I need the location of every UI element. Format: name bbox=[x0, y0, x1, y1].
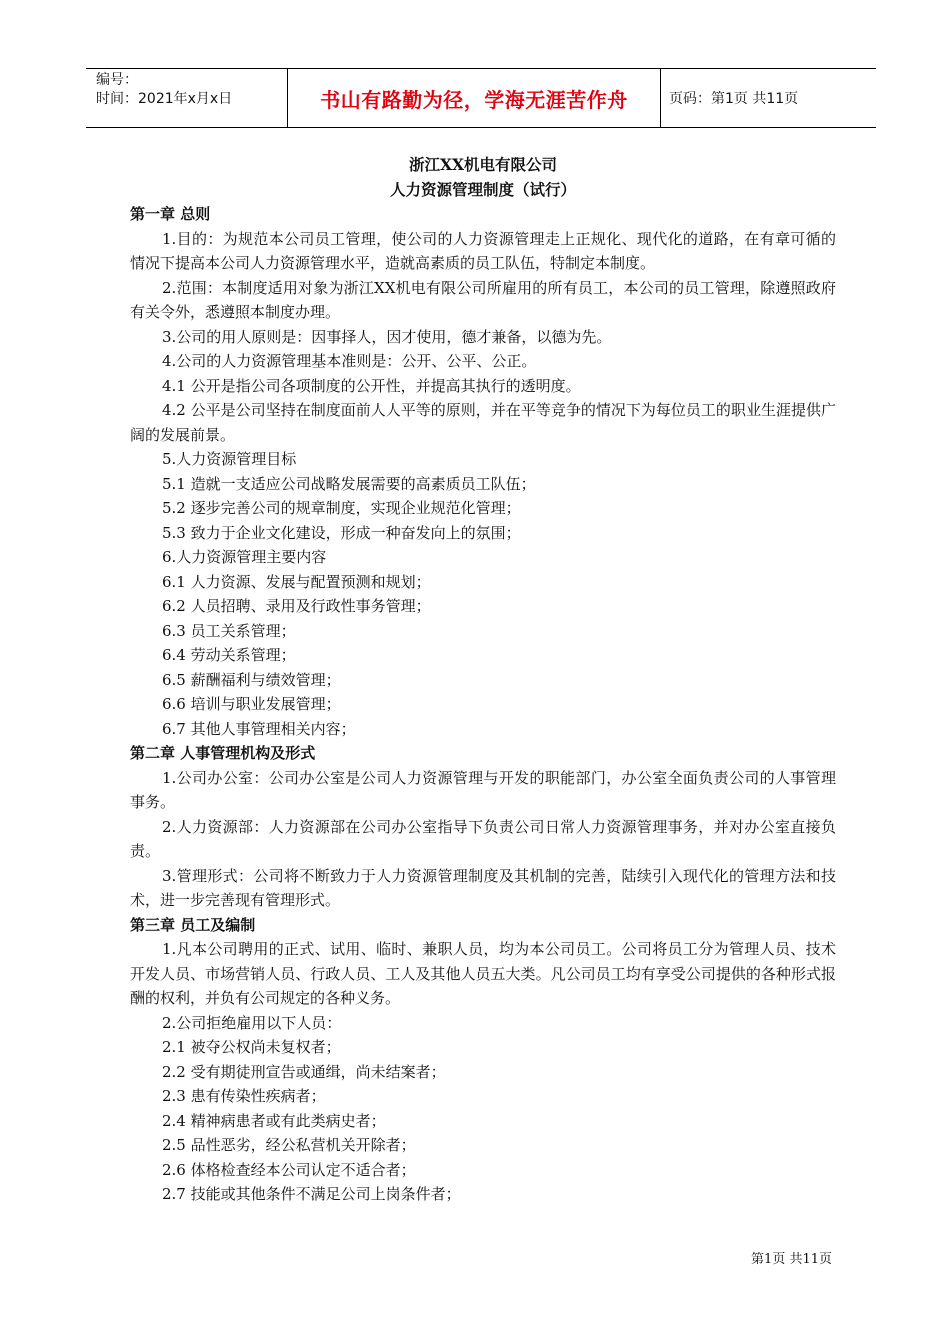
doc-time-label: 时间：2021年x月x日 bbox=[96, 91, 233, 107]
paragraph: 4.1 公开是指公司各项制度的公开性，并提高其执行的透明度。 bbox=[162, 376, 581, 395]
paragraph: 1.公司办公室：公司办公室是公司人力资源管理与开发的职能部门，办公室全面负责公司的人事管理事务。 bbox=[130, 768, 836, 811]
page-header bbox=[86, 68, 876, 128]
paragraph: 2.公司拒绝雇用以下人员： bbox=[162, 1013, 342, 1032]
paragraph: 2.7 技能或其他条件不满足公司上岗条件者； bbox=[162, 1185, 461, 1203]
doc-number-label: 编号： bbox=[96, 72, 138, 88]
paragraph: 3.公司的用人原则是：因事择人，因才使用，德才兼备，以德为先。 bbox=[162, 327, 612, 346]
chapter-heading: 第二章 人事管理机构及形式 bbox=[130, 744, 316, 762]
paragraph: 2.范围：本制度适用对象为浙江XX机电有限公司所雇用的所有员工，本公司的员工管理，除遵照政府有关令外，悉遵照本制度办理。 bbox=[130, 278, 836, 321]
paragraph: 2.4 精神病患者或有此类病史者； bbox=[162, 1111, 386, 1130]
paragraph: 6.2 人员招聘、录用及行政性事务管理； bbox=[162, 597, 431, 615]
paragraph: 2.2 受有期徒刑宣告或通缉，尚未结案者； bbox=[162, 1062, 446, 1081]
paragraph: 2.1 被夺公权尚未复权者； bbox=[162, 1038, 341, 1056]
header-motto: 书山有路勤为径，学海无涯苦作舟 bbox=[288, 69, 661, 127]
paragraph: 6.7 其他人事管理相关内容； bbox=[162, 719, 356, 738]
paragraph: 1.目的：为规范本公司员工管理，使公司的人力资源管理走上正规化、现代化的道路，在有章可循的情况下提高本公司人力资源管理水平，造就高素质的员工队伍，特制定本制度。 bbox=[130, 229, 836, 272]
paragraph: 4.公司的人力资源管理基本准则是：公开、公平、公正。 bbox=[162, 352, 537, 370]
company-name: 浙江XX机电有限公司 bbox=[408, 155, 558, 174]
document-content bbox=[130, 202, 836, 1207]
paragraph: 5.1 造就一支适应公司战略发展需要的高素质员工队伍； bbox=[162, 474, 536, 493]
header-page-label: 页码：第1页 共11页 bbox=[669, 91, 799, 107]
paragraph: 6.4 劳动关系管理； bbox=[162, 646, 296, 664]
paragraph: 6.6 培训与职业发展管理； bbox=[162, 695, 341, 713]
paragraph: 5.人力资源管理目标 bbox=[162, 450, 297, 468]
paragraph: 5.3 致力于企业文化建设，形成一种奋发向上的氛围； bbox=[162, 523, 521, 542]
paragraph: 2.6 体格检查经本公司认定不适合者； bbox=[162, 1160, 416, 1179]
paragraph: 2.3 患有传染性疾病者； bbox=[162, 1087, 326, 1105]
paragraph: 2.5 品性恶劣，经公私营机关开除者； bbox=[162, 1136, 416, 1154]
document-body bbox=[130, 152, 836, 1207]
paragraph: 5.2 逐步完善公司的规章制度，实现企业规范化管理； bbox=[162, 499, 521, 517]
paragraph: 3.管理形式：公司将不断致力于人力资源管理制度及其机制的完善，陆续引入现代化的管理方法和技术，进一步完善现有管理形式。 bbox=[130, 866, 836, 909]
paragraph: 1.凡本公司聘用的正式、试用、临时、兼职人员，均为本公司员工。公司将员工分为管理人员、技术开发人员、市场营销人员、行政人员、工人及其他人员五大类。凡公司员工均有享受公司提供的各种形式报酬的权利，并负有公司规定的各种义务。 bbox=[130, 940, 836, 1007]
paragraph: 6.5 薪酬福利与绩效管理； bbox=[162, 670, 341, 689]
paragraph: 6.人力资源管理主要内容 bbox=[162, 548, 327, 566]
chapter-heading: 第一章 总则 bbox=[130, 205, 211, 223]
document-title: 人力资源管理制度（试行） bbox=[389, 180, 576, 199]
page-footer: 第1页 共11页 bbox=[751, 1252, 832, 1267]
paragraph: 4.2 公平是公司坚持在制度面前人人平等的原则，并在平等竞争的情况下为每位员工的职业生涯提供广阔的发展前景。 bbox=[130, 401, 836, 444]
paragraph: 6.1 人力资源、发展与配置预测和规划； bbox=[162, 572, 431, 591]
header-meta bbox=[86, 69, 288, 127]
paragraph: 2.人力资源部：人力资源部在公司办公室指导下负责公司日常人力资源管理事务，并对办公室直接负责。 bbox=[130, 817, 836, 860]
chapter-heading: 第三章 员工及编制 bbox=[130, 915, 256, 934]
paragraph: 6.3 员工关系管理； bbox=[162, 621, 296, 640]
